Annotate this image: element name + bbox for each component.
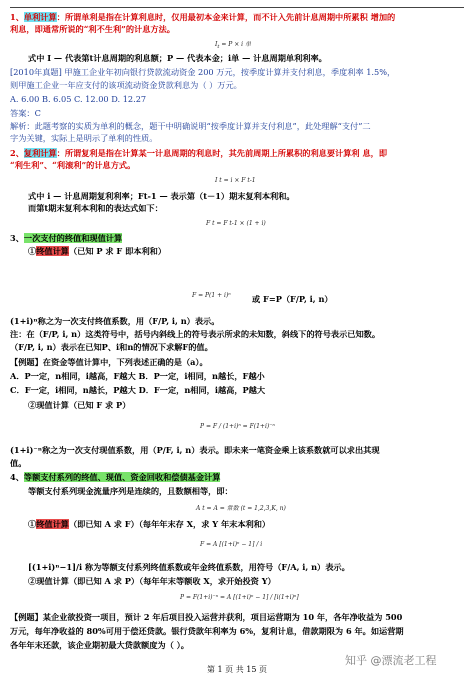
s4-line2: 等额支付系列现金流量序列是连续的，且数额相等，即： xyxy=(28,486,233,496)
s3-heading: 3、一次支付的终值和现值计算 xyxy=(10,233,123,243)
s1-options: A. 6.00 B. 6.05 C. 12.00 D. 12.27 xyxy=(10,94,147,104)
s4-example3: 各年年末还款，该企业期初最大贷款额度为（ ）。 xyxy=(10,640,189,650)
s2-formula2: F t = F t-1 × (1 + i) xyxy=(206,220,266,227)
s1-line2: 利息，即通常所说的“利不生利”的计息方法。 xyxy=(10,24,175,34)
s4-example2: 万元，每年净收益的 80%可用于偿还贷款。银行贷款年利率为 6%，复利计息，借款期限为 6 年。如运营期 xyxy=(10,626,404,636)
s4-line3: ①终值计算（即已知 A 求 F）（每年年末存 X，求 Y 年末本利和） xyxy=(28,519,271,529)
s4-future-value-highlight: 终值计算 xyxy=(36,519,69,529)
s3-options2: C．F一定，i相同，n越长，P越大 D．F一定，n相同，i越高，P越大 xyxy=(10,385,266,395)
s4-example1: 【例题】某企业欲投资一项目，预计 2 年后项目投入运营并获利，项目运营期为 10 年，各年净收益为 500 xyxy=(10,612,403,622)
zhihu-watermark: 知乎 @漂流老工程 xyxy=(345,654,437,667)
s2-line4: 而第t期末复利本利和的表达式如下： xyxy=(28,203,163,213)
s1-line4: [2010年真题] 甲施工企业年初向银行贷款流动资金 200 万元，按季度计算并支付利息，季度利率 1.5%， xyxy=(10,67,396,77)
s3-line2: ①终值计算（已知 P 求 F 即本利和） xyxy=(28,246,167,256)
s1-line5: 则甲施工企业一年应支付的该项流动资金贷款利息为（ ）万元。 xyxy=(10,80,242,90)
s2-formula: I t = i × F t-1 xyxy=(215,177,256,184)
s4-line4: [(1+i)ⁿ−1]/i 称为等额支付系列终值系数或年金终值系数，用符号（F/A, i, n）表示。 xyxy=(28,562,350,572)
s1-explain2: 字为关键，实际上是明示了单利的性质。 xyxy=(10,133,158,143)
s3-future-value-highlight: 终值计算 xyxy=(36,246,69,256)
s4-line5: ②现值计算（即已知 A 求 P）（每年年末等额收 X，求开始投资 Y） xyxy=(28,576,276,586)
s2-heading: 2、复利计算：所谓复利是指在计算某一计息周期的利息时，其先前周期上所累积的利息要计算利 息，即 xyxy=(10,148,388,158)
s3-line5: （F/P, i, n）表示在已知P、i和n的情况下求解F的值。 xyxy=(10,342,213,352)
top-rule xyxy=(10,7,464,8)
s4-heading: 4、等额支付系列的终值、现值、资金回收和偿债基金计算 xyxy=(10,472,221,482)
s4-title-highlight: 等额支付系列的终值、现值、资金回收和偿债基金计算 xyxy=(23,472,221,482)
s3-title-highlight: 一次支付的终值和现值计算 xyxy=(23,233,123,243)
s3-formula-alt: 或 F=P（F/P, i, n） xyxy=(252,294,333,304)
s3-example: 【例题】在资金等值计算中，下列表述正确的是（a）。 xyxy=(10,357,208,367)
s1-title-highlight: 单利计算 xyxy=(23,12,57,22)
s2-line3: 式中 i — 计息周期复利利率；Ft-1 — 表示第（t－1）期末复利本利和。 xyxy=(28,191,295,201)
s3-formula2: P = F / (1+i)ⁿ = F(1+i)⁻ⁿ xyxy=(200,423,275,430)
s1-explain1: 解析：此题考察的实质为单利的概念，题干中明确说明“按季度计算并支付利息”，此处理解“支付”二 xyxy=(10,121,371,131)
s1-answer: 答案：C xyxy=(10,108,41,118)
s3-line11: 值。 xyxy=(10,458,27,468)
s3-line4: 注：在（F/P, i, n）这类符号中，括号内斜线上的符号表示所求的未知数，斜线下的符号表示已知数。 xyxy=(10,329,381,339)
s2-title-highlight: 复利计算 xyxy=(23,148,57,158)
s4-formula3: P = F(1+i)⁻ⁿ = A [(1+i)ⁿ − 1] / [i(1+i)ⁿ] xyxy=(180,594,299,601)
s3-formula: F = P(1 + i)ⁿ xyxy=(192,292,231,299)
s3-line3: (1+i)ⁿ称之为一次支付终值系数，用（F/P, i, n）表示。 xyxy=(10,316,220,326)
s4-formula2: F = A [(1+i)ⁿ − 1] / i xyxy=(200,541,263,548)
s3-line10: (1+i)⁻ⁿ称之为一次支付现值系数，用（P/F, i, n）表示。即未来一笔资金乘上该系数就可以求出其现 xyxy=(10,445,380,455)
s4-formula: A t = A = 常数 (t = 1,2,3,K, n) xyxy=(196,505,286,512)
s1-line3: 式中 I — 代表第t计息周期的利息额；P — 代表本金；i单 — 计息周期单利利率。 xyxy=(28,53,327,63)
page-footer: 第 1 页 共 15 页 xyxy=(207,665,267,674)
s3-options1: A．P一定，n相同，i越高，F越大 B．P一定，i相同，n越长，F越小 xyxy=(10,371,265,381)
s1-heading: 1、单利计算：所谓单利是指在计算利息时，仅用最初本金来计算，而不计入先前计息周期中所累积 增加的 xyxy=(10,12,396,22)
s1-formula: $I_t = P \times i$ 单 xyxy=(215,41,251,51)
s2-line2: “利生利”、“利滚利”的计息方式。 xyxy=(10,160,136,170)
s3-line9: ②现值计算（已知 F 求 P） xyxy=(28,400,131,410)
